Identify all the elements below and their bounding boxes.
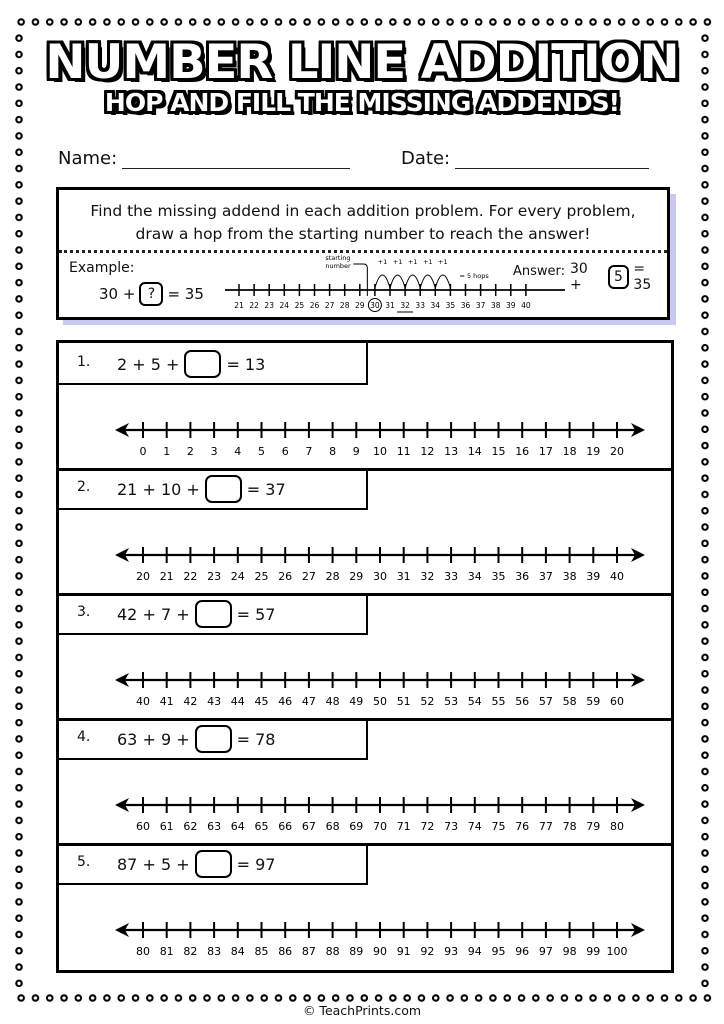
svg-text:24: 24: [279, 301, 290, 310]
svg-text:27: 27: [324, 301, 335, 310]
svg-text:33: 33: [415, 301, 425, 310]
svg-text:7: 7: [305, 445, 313, 458]
instructions-box: [56, 187, 670, 320]
number-line[interactable]: [113, 415, 653, 460]
svg-text:13: 13: [444, 445, 459, 458]
example-equation: 30 + ? = 35: [99, 282, 204, 306]
svg-text:23: 23: [207, 570, 222, 583]
problem-equation-tab: [59, 468, 368, 510]
svg-text:16: 16: [515, 445, 530, 458]
number-line[interactable]: [113, 665, 653, 710]
problem-row: [59, 718, 671, 846]
svg-text:5: 5: [258, 445, 265, 458]
dotted-border-top: [14, 17, 714, 27]
svg-text:25: 25: [294, 301, 305, 310]
svg-text:32: 32: [420, 570, 435, 583]
svg-text:24: 24: [230, 570, 245, 583]
svg-text:80: 80: [610, 820, 624, 833]
svg-text:= 5 hops: = 5 hops: [459, 272, 489, 280]
svg-text:97: 97: [538, 945, 553, 958]
problem-number: 1.: [77, 354, 91, 370]
svg-text:+1: +1: [422, 258, 433, 266]
svg-text:28: 28: [339, 301, 350, 310]
svg-text:66: 66: [278, 820, 293, 833]
svg-text:37: 37: [538, 570, 553, 583]
problem-row: [59, 843, 671, 968]
name-label: Name:: [58, 148, 118, 169]
svg-text:45: 45: [254, 695, 269, 708]
svg-text:36: 36: [515, 570, 530, 583]
svg-text:65: 65: [254, 820, 269, 833]
dotted-border-bottom: [14, 993, 714, 1003]
svg-text:38: 38: [490, 301, 501, 310]
example-missing-box: ?: [139, 282, 163, 306]
svg-text:12: 12: [420, 445, 435, 458]
svg-text:39: 39: [586, 570, 601, 583]
svg-text:22: 22: [183, 570, 198, 583]
problem-equation: 63 + 9 + = 78: [117, 725, 275, 753]
problem-row: [59, 468, 671, 596]
missing-addend-box[interactable]: [184, 350, 221, 378]
problem-equation-tab: [59, 718, 368, 760]
svg-text:60: 60: [610, 695, 624, 708]
svg-text:21: 21: [159, 570, 174, 583]
svg-text:88: 88: [325, 945, 340, 958]
svg-text:19: 19: [586, 445, 601, 458]
svg-text:62: 62: [183, 820, 198, 833]
svg-text:74: 74: [467, 820, 482, 833]
svg-text:75: 75: [491, 820, 506, 833]
svg-text:32: 32: [400, 301, 410, 310]
svg-text:83: 83: [207, 945, 222, 958]
answer-label: Answer:: [513, 264, 566, 279]
svg-text:67: 67: [301, 820, 316, 833]
svg-text:41: 41: [159, 695, 174, 708]
svg-text:34: 34: [467, 570, 482, 583]
svg-text:31: 31: [385, 301, 395, 310]
svg-text:50: 50: [373, 695, 387, 708]
answer-equation: 30 + 5 = 35: [570, 261, 652, 293]
svg-text:99: 99: [586, 945, 601, 958]
svg-text:46: 46: [278, 695, 293, 708]
svg-text:64: 64: [230, 820, 245, 833]
svg-text:30: 30: [373, 570, 387, 583]
problem-row: [59, 593, 671, 721]
problems-panel: [56, 340, 674, 973]
svg-text:35: 35: [491, 570, 506, 583]
problem-equation-tab: [59, 343, 368, 385]
svg-text:72: 72: [420, 820, 435, 833]
svg-text:96: 96: [515, 945, 530, 958]
svg-text:47: 47: [301, 695, 316, 708]
missing-addend-box[interactable]: [205, 475, 242, 503]
svg-text:60: 60: [136, 820, 150, 833]
svg-text:15: 15: [491, 445, 506, 458]
svg-text:14: 14: [467, 445, 482, 458]
svg-text:31: 31: [396, 570, 411, 583]
problem-number: 2.: [77, 479, 91, 495]
svg-text:98: 98: [562, 945, 577, 958]
svg-text:34: 34: [430, 301, 441, 310]
svg-text:56: 56: [515, 695, 530, 708]
svg-text:58: 58: [562, 695, 577, 708]
svg-text:80: 80: [136, 945, 150, 958]
answer-box: 5: [608, 265, 630, 289]
number-line[interactable]: [113, 915, 653, 960]
svg-text:+1: +1: [377, 258, 388, 266]
svg-text:0: 0: [139, 445, 147, 458]
svg-text:2: 2: [186, 445, 194, 458]
svg-text:44: 44: [230, 695, 245, 708]
svg-text:33: 33: [444, 570, 459, 583]
problem-number: 4.: [77, 729, 91, 745]
problem-equation: 42 + 7 + = 57: [117, 600, 275, 628]
dotted-border-right: [700, 30, 710, 993]
svg-text:57: 57: [538, 695, 553, 708]
name-field[interactable]: [122, 168, 350, 169]
svg-text:23: 23: [264, 301, 274, 310]
svg-text:87: 87: [301, 945, 316, 958]
svg-text:27: 27: [301, 570, 316, 583]
missing-addend-box[interactable]: [195, 725, 232, 753]
svg-text:49: 49: [349, 695, 364, 708]
svg-text:26: 26: [278, 570, 293, 583]
svg-text:35: 35: [445, 301, 456, 310]
svg-text:starting: starting: [325, 254, 351, 262]
svg-text:82: 82: [183, 945, 198, 958]
problem-equation-tab: [59, 843, 368, 885]
svg-text:100: 100: [606, 945, 628, 958]
svg-text:+1: +1: [438, 258, 448, 266]
svg-text:92: 92: [420, 945, 435, 958]
svg-text:48: 48: [325, 695, 340, 708]
svg-text:10: 10: [373, 445, 387, 458]
svg-text:9: 9: [352, 445, 360, 458]
svg-text:61: 61: [159, 820, 174, 833]
svg-text:37: 37: [475, 301, 486, 310]
svg-text:85: 85: [254, 945, 269, 958]
svg-text:77: 77: [538, 820, 553, 833]
svg-text:+1: +1: [392, 258, 403, 266]
problem-equation-tab: [59, 593, 368, 635]
svg-text:54: 54: [467, 695, 482, 708]
svg-text:29: 29: [355, 301, 365, 310]
date-label: Date:: [401, 148, 451, 169]
missing-addend-box[interactable]: [195, 600, 232, 628]
svg-text:70: 70: [373, 820, 387, 833]
svg-text:86: 86: [278, 945, 293, 958]
svg-text:17: 17: [538, 445, 553, 458]
svg-text:20: 20: [610, 445, 624, 458]
svg-text:42: 42: [183, 695, 198, 708]
example-number-line: [225, 254, 570, 314]
svg-text:79: 79: [586, 820, 601, 833]
svg-text:21: 21: [234, 301, 244, 310]
svg-text:6: 6: [281, 445, 289, 458]
svg-text:22: 22: [249, 301, 259, 310]
example-label: Example:: [69, 260, 135, 276]
svg-text:78: 78: [562, 820, 577, 833]
svg-text:38: 38: [562, 570, 577, 583]
number-line[interactable]: [113, 540, 653, 585]
problem-equation: 87 + 5 + = 97: [117, 850, 275, 878]
svg-text:71: 71: [396, 820, 411, 833]
svg-text:90: 90: [373, 945, 387, 958]
svg-text:73: 73: [444, 820, 459, 833]
svg-text:84: 84: [230, 945, 245, 958]
svg-text:68: 68: [325, 820, 340, 833]
svg-text:63: 63: [207, 820, 222, 833]
dotted-border-left: [14, 30, 24, 993]
page-subtitle: HOP AND FILL THE MISSING ADDENDS!: [104, 88, 620, 117]
svg-text:95: 95: [491, 945, 506, 958]
problem-number: 5.: [77, 854, 91, 870]
svg-text:69: 69: [349, 820, 364, 833]
svg-text:8: 8: [329, 445, 337, 458]
date-field[interactable]: [455, 168, 649, 169]
svg-text:18: 18: [562, 445, 577, 458]
svg-text:52: 52: [420, 695, 435, 708]
copyright-footer: © TeachPrints.com: [302, 1003, 422, 1018]
svg-text:93: 93: [444, 945, 459, 958]
svg-text:53: 53: [444, 695, 459, 708]
svg-text:76: 76: [515, 820, 530, 833]
svg-text:29: 29: [349, 570, 364, 583]
svg-text:26: 26: [309, 301, 320, 310]
number-line[interactable]: [113, 790, 653, 835]
svg-text:30: 30: [370, 301, 380, 310]
svg-text:36: 36: [460, 301, 471, 310]
page-title: NUMBER LINE ADDITION: [45, 35, 679, 90]
svg-text:40: 40: [610, 570, 624, 583]
svg-text:number: number: [325, 262, 351, 270]
svg-text:91: 91: [396, 945, 411, 958]
svg-text:51: 51: [396, 695, 411, 708]
svg-text:3: 3: [210, 445, 218, 458]
svg-text:40: 40: [136, 695, 150, 708]
svg-text:11: 11: [396, 445, 411, 458]
svg-text:39: 39: [506, 301, 516, 310]
svg-text:89: 89: [349, 945, 364, 958]
svg-text:+1: +1: [407, 258, 418, 266]
svg-text:55: 55: [491, 695, 506, 708]
problem-row: [59, 343, 671, 471]
problem-equation: 2 + 5 + = 13: [117, 350, 265, 378]
svg-text:25: 25: [254, 570, 269, 583]
svg-text:28: 28: [325, 570, 340, 583]
svg-text:40: 40: [521, 301, 531, 310]
svg-text:43: 43: [207, 695, 222, 708]
missing-addend-box[interactable]: [195, 850, 232, 878]
svg-text:20: 20: [136, 570, 150, 583]
svg-text:59: 59: [586, 695, 601, 708]
instructions-text: Find the missing addend in each addition problem. For every problem, draw a hop from the starting number to reach the answer!: [90, 202, 636, 243]
problem-number: 3.: [77, 604, 91, 620]
svg-text:94: 94: [467, 945, 482, 958]
svg-text:4: 4: [234, 445, 242, 458]
problem-equation: 21 + 10 + = 37: [117, 475, 286, 503]
svg-text:1: 1: [163, 445, 171, 458]
svg-text:81: 81: [159, 945, 174, 958]
dotted-separator: [59, 250, 667, 253]
